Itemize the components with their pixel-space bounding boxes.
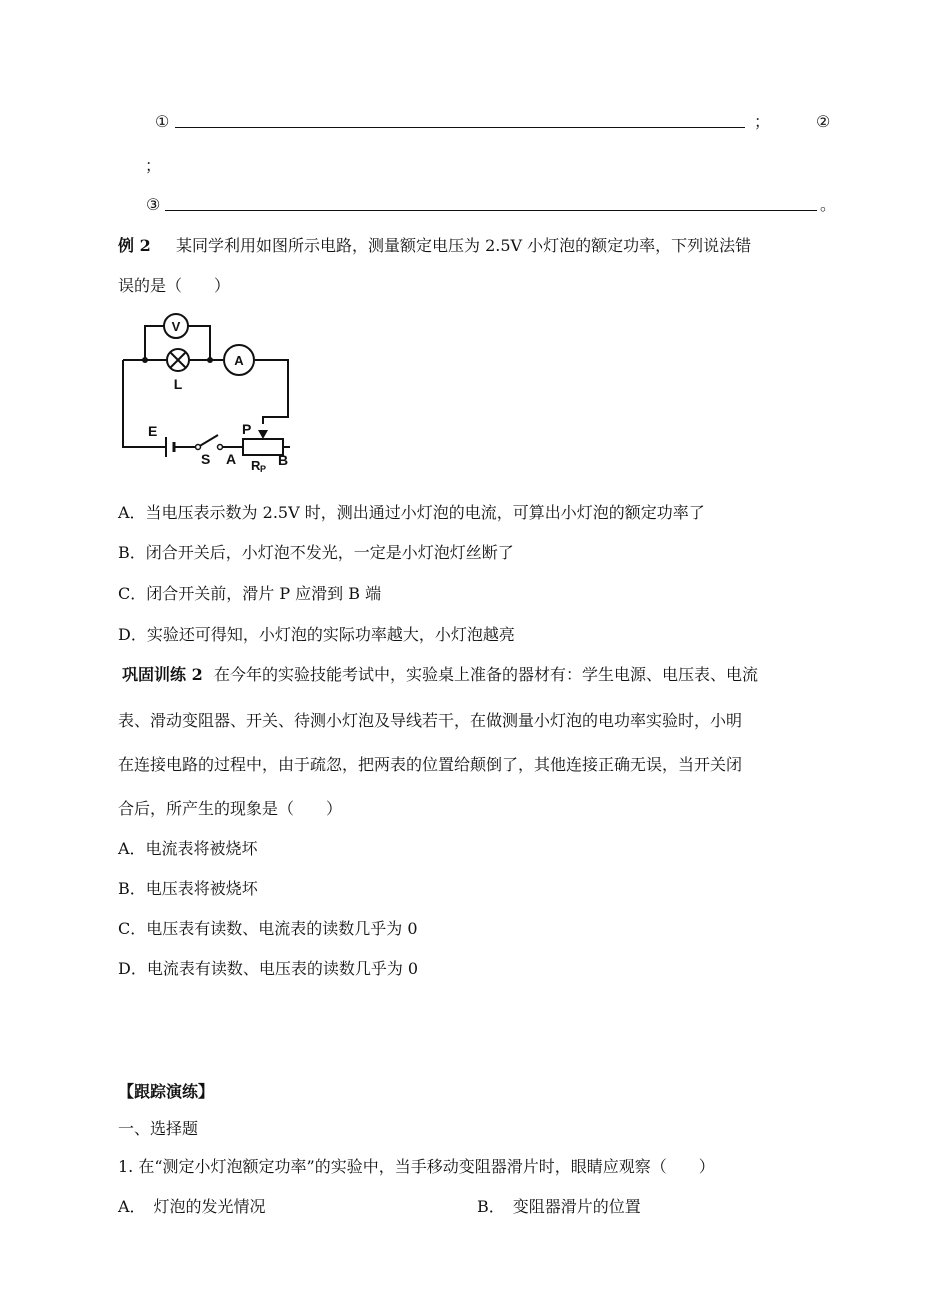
practice-2-line2: 表、滑动变阻器、开关、待测小灯泡及导线若干，在做测量小灯泡的电功率实验时，小明 — [118, 711, 743, 730]
example-2-label: 例 2 — [118, 236, 151, 255]
section-heading: 一、选择题 — [118, 1119, 199, 1138]
blank-marker-3: ③ — [146, 195, 161, 214]
example-2-option-c[interactable]: C．闭合开关前，滑片 P 应滑到 B 端 — [118, 584, 382, 603]
slider-arrow — [258, 430, 268, 439]
junction-dot-right — [207, 357, 213, 363]
answer-blank-1[interactable] — [175, 127, 745, 128]
example-2-stem-line1: 某同学利用如图所示电路，测量额定电压为 2.5V 小灯泡的额定功率，下列说法错 — [176, 236, 752, 255]
semicolon-2: ； — [145, 156, 162, 175]
question-1-option-a[interactable]: A． 灯泡的发光情况 — [118, 1197, 266, 1216]
tracking-heading: 【跟踪演练】 — [118, 1082, 215, 1101]
rheostat-label: R — [251, 458, 261, 472]
period: 。 — [820, 195, 837, 214]
battery-label: E — [148, 423, 158, 439]
lamp-label: L — [173, 376, 183, 392]
practice-2-label: 巩固训练 2 — [122, 665, 203, 684]
end-b-label: B — [278, 452, 289, 468]
practice-2-option-c[interactable]: C．电压表有读数、电流表的读数几乎为 0 — [118, 919, 418, 938]
rheostat-subscript: P — [260, 464, 267, 472]
example-2-stem-line2: 误的是（ ） — [118, 276, 231, 295]
voltmeter-label: V — [171, 319, 181, 334]
circuit-diagram — [118, 312, 298, 472]
example-2-option-d[interactable]: D．实验还可得知，小灯泡的实际功率越大，小灯泡越亮 — [118, 625, 515, 644]
practice-2-line4: 合后，所产生的现象是（ ） — [118, 799, 343, 818]
switch-label: S — [201, 451, 211, 467]
question-1-option-b[interactable]: B． 变阻器滑片的位置 — [477, 1197, 641, 1216]
blank-marker-2: ② — [816, 112, 831, 131]
semicolon-1: ； — [754, 112, 771, 131]
lamp-symbol — [167, 349, 189, 371]
practice-2-option-b[interactable]: B．电压表将被烧坏 — [118, 879, 258, 898]
example-2-option-b[interactable]: B．闭合开关后，小灯泡不发光，一定是小灯泡灯丝断了 — [118, 543, 514, 562]
practice-2-option-a[interactable]: A．电流表将被烧坏 — [118, 839, 258, 858]
practice-2-line3: 在连接电路的过程中，由于疏忽，把两表的位置给颠倒了，其他连接正确无误，当开关闭 — [118, 755, 743, 774]
junction-dot-left — [142, 357, 148, 363]
end-a-label: A — [226, 451, 237, 467]
slider-label: P — [242, 421, 252, 437]
answer-blank-3[interactable] — [165, 210, 817, 211]
example-2-option-a[interactable]: A．当电压表示数为 2.5V 时，测出通过小灯泡的电流，可算出小灯泡的额定功率了 — [118, 503, 705, 522]
blank-marker-1: ① — [155, 112, 170, 131]
practice-2-option-d[interactable]: D．电流表有读数、电压表的读数几乎为 0 — [118, 959, 419, 978]
question-1: 1. 在“测定小灯泡额定功率”的实验中，当手移动变阻器滑片时，眼睛应观察（ ） — [118, 1157, 715, 1176]
practice-2-line1: 在今年的实验技能考试中，实验桌上准备的器材有：学生电源、电压表、电流 — [214, 665, 759, 684]
ammeter-label: A — [234, 353, 244, 368]
